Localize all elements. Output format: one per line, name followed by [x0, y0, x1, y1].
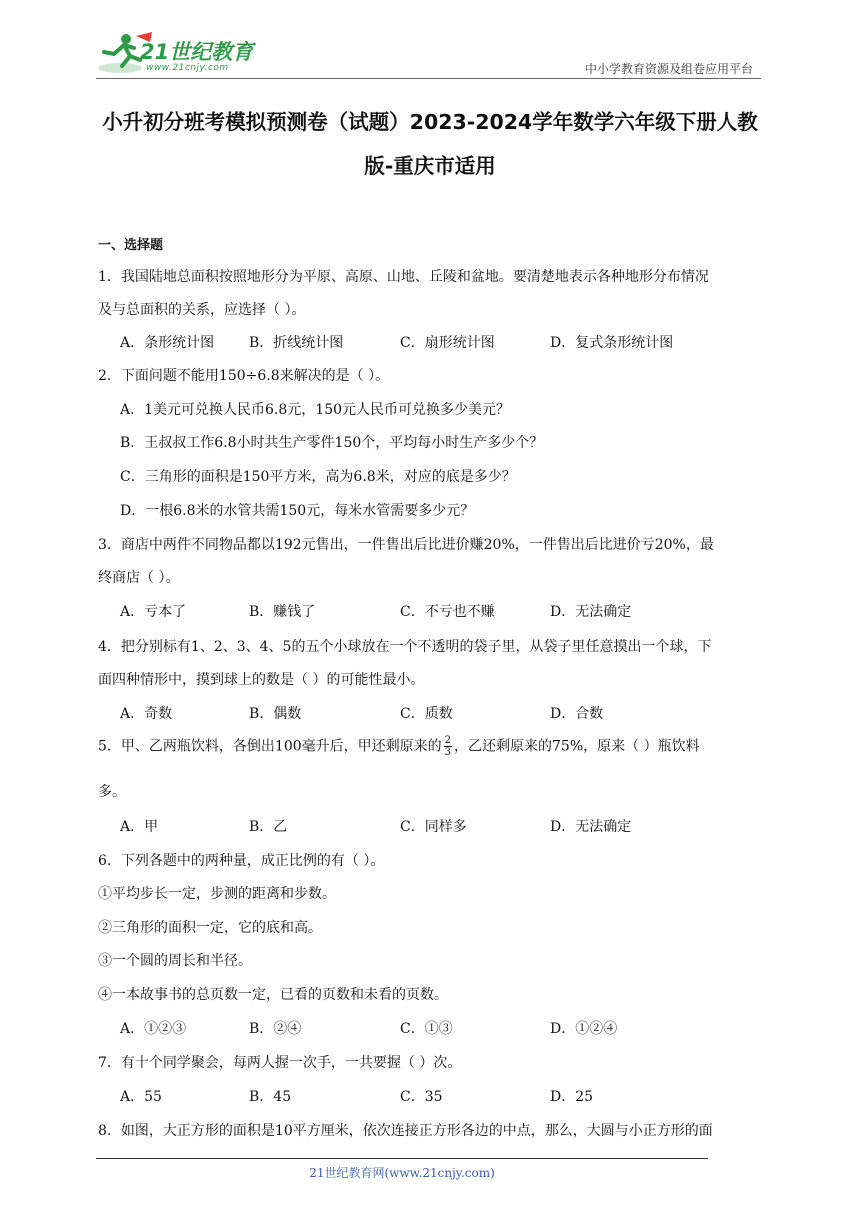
- q4-option-d: D．合数: [550, 706, 604, 722]
- question-3-line-2: 终商店（ ）。: [98, 570, 180, 586]
- question-1-line-1: 1．我国陆地总面积按照地形分为平原、高原、山地、丘陵和盆地。要清楚地表示各种地形分布情况: [98, 269, 709, 285]
- question-7-line-1: 7．有十个同学聚会，每两人握一次手，一共要握（ ）次。: [98, 1055, 462, 1071]
- q2-option-d: D．一根6.8米的水管共需150元，每米水管需要多少元？: [120, 503, 475, 519]
- question-8-line-1: 8．如图，大正方形的面积是10平方厘米，依次连接正方形各边的中点，那么，大圆与小正方形的面: [98, 1123, 713, 1139]
- question-6-statement-1: ①平均步长一定，步测的距离和步数。: [98, 886, 336, 902]
- question-6-statement-3: ③一个圆的周长和半径。: [98, 953, 252, 969]
- q5-text-a: 5．甲、乙两瓶饮料，各倒出100毫升后，甲还剩原来的: [98, 738, 442, 755]
- q1-option-d: D．复式条形统计图: [550, 335, 674, 351]
- q5-option-b: B．乙: [249, 819, 288, 835]
- q1-option-c: C．扇形统计图: [400, 335, 495, 351]
- question-1-line-2: 及与总面积的关系，应选择（ ）。: [98, 302, 306, 318]
- header-divider: [96, 78, 761, 79]
- q4-option-b: B．偶数: [249, 706, 302, 722]
- platform-name: 中小学教育资源及组卷应用平台: [584, 62, 753, 76]
- question-5-line-1: [98, 735, 700, 758]
- q6-option-b: B．②④: [249, 1021, 302, 1037]
- question-6-statement-2: ②三角形的面积一定，它的底和高。: [98, 920, 322, 936]
- q5-option-c: C．同样多: [400, 819, 467, 835]
- question-6-line-1: 6．下列各题中的两种量，成正比例的有（ ）。: [98, 853, 385, 869]
- q2-option-c: C．三角形的面积是150平方米，高为6.8米，对应的底是多少？: [120, 469, 516, 485]
- q3-option-d: D．无法确定: [550, 604, 632, 620]
- q3-option-c: C．不亏也不赚: [400, 604, 495, 620]
- q5-text-b: ，乙还剩原来的75%，原来（ ）瓶饮料: [454, 738, 700, 755]
- q5-option-d: D．无法确定: [550, 819, 632, 835]
- question-5-line-2: 多。: [98, 784, 126, 800]
- title-line-1: 小升初分班考模拟预测卷（试题）2023-2024学年数学六年级下册人教: [102, 110, 758, 134]
- q2-option-a: A．1美元可兑换人民币6.8元，150元人民币可兑换多少美元？: [120, 402, 511, 418]
- q7-option-a: A．55: [120, 1089, 162, 1105]
- q4-option-c: C．质数: [400, 706, 453, 722]
- q1-option-b: B．折线统计图: [249, 335, 344, 351]
- page-header: [96, 30, 761, 80]
- q4-option-a: A．奇数: [120, 706, 173, 722]
- q1-option-a: A．条形统计图: [120, 335, 215, 351]
- question-6-statement-4: ④一本故事书的总页数一定，已看的页数和未看的页数。: [98, 987, 448, 1003]
- q6-option-c: C．①③: [400, 1021, 453, 1037]
- question-4-line-2: 面四种情形中，摸到球上的数是（ ）的可能性最小。: [98, 672, 425, 688]
- footer-divider: [96, 1158, 708, 1159]
- q2-option-b: B．王叔叔工作6.8小时共生产零件150个，平均每小时生产多少个？: [120, 435, 544, 451]
- q7-option-c: C．35: [400, 1089, 443, 1105]
- q3-option-a: A．亏本了: [120, 604, 187, 620]
- title-line-2: 版-重庆市适用: [364, 154, 496, 178]
- fraction-two-thirds: $\frac{2}{3}$: [444, 735, 452, 758]
- q6-option-a: A．①②③: [120, 1021, 187, 1037]
- q5-option-a: A．甲: [120, 819, 159, 835]
- logo-text: 21世纪教育: [140, 40, 254, 64]
- question-4-line-1: 4．把分别标有1、2、3、4、5的五个小球放在一个不透明的袋子里，从袋子里任意摸出一个球，下: [98, 639, 712, 655]
- section-heading: 一、选择题: [98, 238, 164, 253]
- footer-link[interactable]: 21世纪教育网(www.21cnjy.com): [309, 1166, 495, 1180]
- question-2-line-1: 2．下面问题不能用150÷6.8来解决的是（ ）。: [98, 368, 390, 384]
- logo-url: www.21cnjy.com: [146, 63, 229, 73]
- q6-option-d: D．①②④: [550, 1021, 618, 1037]
- q7-option-d: D．25: [550, 1089, 594, 1105]
- q3-option-b: B．赚钱了: [249, 604, 316, 620]
- page-title: [96, 100, 764, 188]
- question-3-line-1: 3．商店中两件不同物品都以192元售出，一件售出后比进价赚20%，一件售出后比进价亏20%，最: [98, 537, 714, 553]
- q7-option-b: B．45: [249, 1089, 292, 1105]
